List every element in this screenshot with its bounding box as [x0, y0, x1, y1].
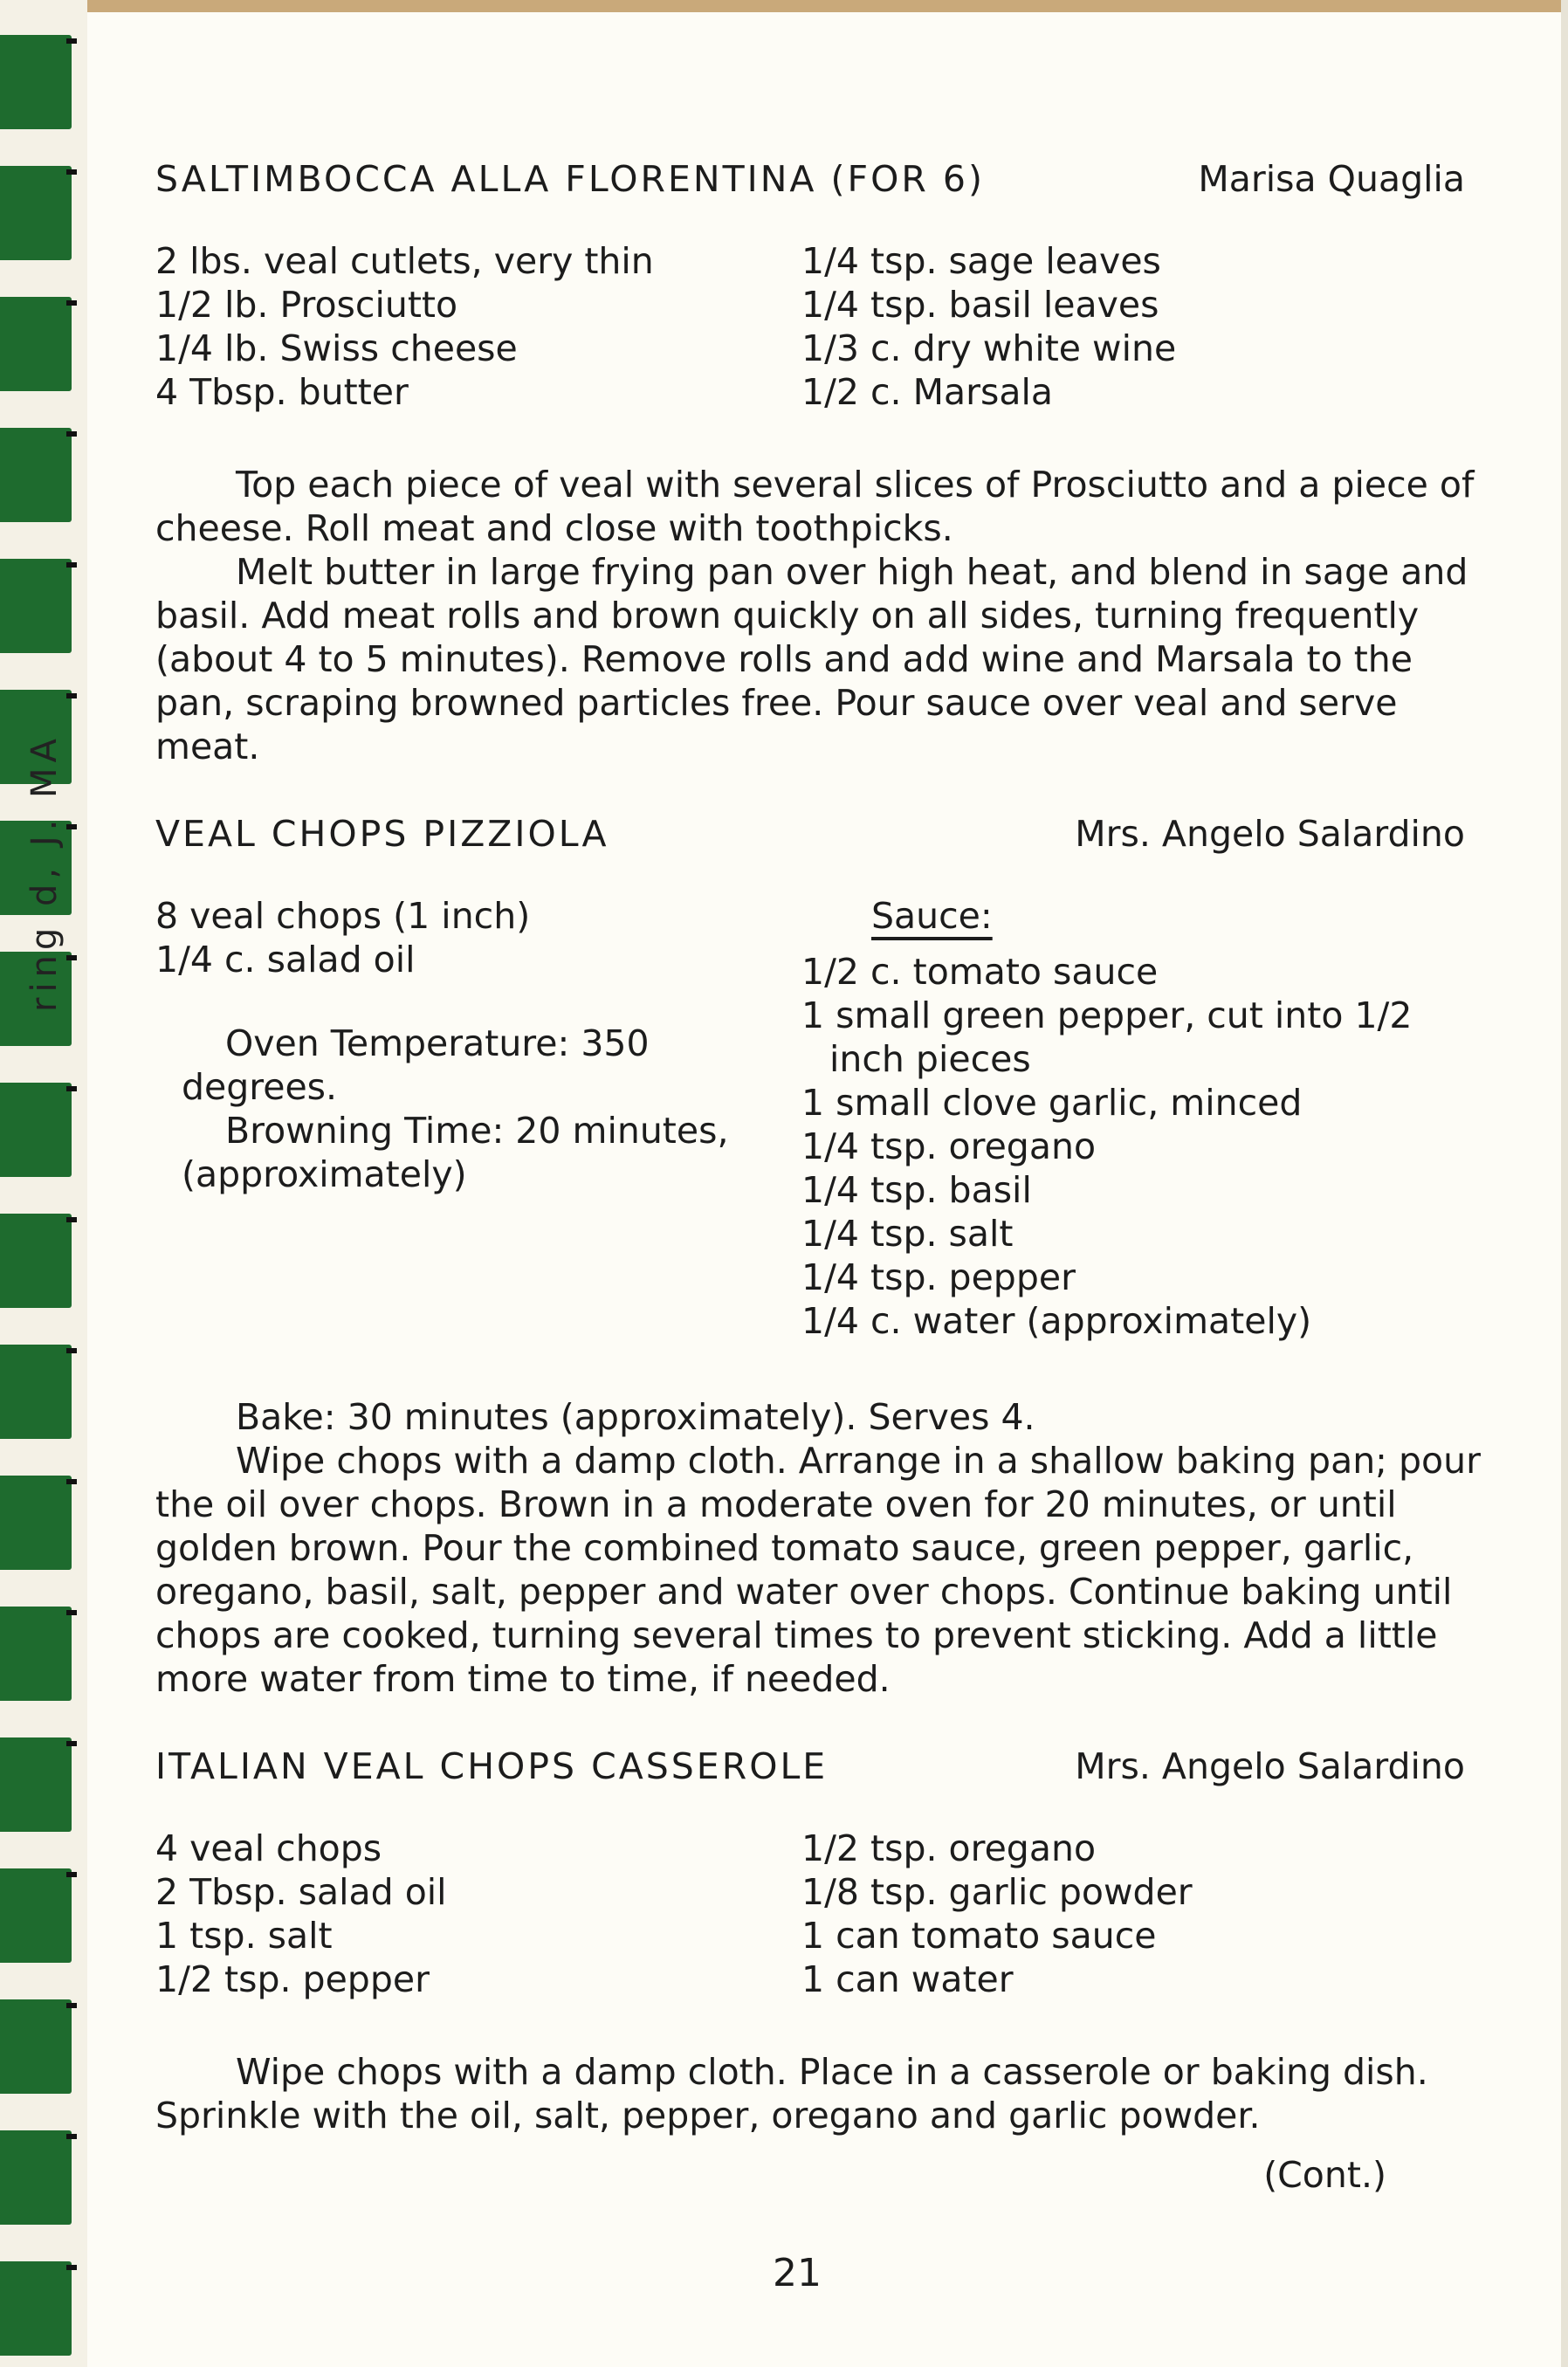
ingredients-right	[801, 1827, 1482, 2001]
oven-temperature: Oven Temperature: 350 degrees.	[182, 1022, 650, 1108]
page-top-edge	[0, 0, 1568, 12]
binding-ring	[0, 1607, 72, 1701]
ingredient: 8 veal chops (1 inch)	[155, 895, 531, 937]
ingredient: 1/2 tsp. pepper	[155, 1958, 430, 2000]
ingredient: 1/2 c. Marsala	[801, 371, 1053, 413]
ingredient: 1/4 tsp. sage leaves	[801, 240, 1161, 282]
binding-ring	[0, 1476, 72, 1570]
direction-paragraph: Top each piece of veal with several slices of Prosciutto and a piece of cheese. Roll meat and close with toothpicks.	[155, 464, 1475, 549]
page-right-edge	[1561, 0, 1568, 2367]
ingredients	[155, 894, 1482, 1343]
ingredient: 1/4 c. salad oil	[155, 939, 416, 981]
ingredient: 1/3 c. dry white wine	[801, 327, 1177, 369]
recipe-header	[155, 812, 1482, 856]
ingredients-left	[155, 894, 801, 1343]
binding-ring	[0, 1214, 72, 1308]
recipe-author: Marisa Quaglia	[1198, 158, 1465, 200]
ingredients	[155, 1827, 1482, 2001]
ingredient: 1/2 lb. Prosciutto	[155, 284, 458, 326]
page-number: 21	[773, 2251, 822, 2295]
recipe-header	[155, 1744, 1482, 1788]
recipe-title: ITALIAN VEAL CHOPS CASSEROLE	[155, 1745, 829, 1787]
recipe-italian-veal-chops-casserole	[155, 1744, 1482, 2197]
binding-ring	[0, 166, 72, 260]
ingredients-right	[801, 239, 1482, 414]
oven-info	[155, 1022, 801, 1196]
binding-ring	[0, 1999, 72, 2094]
direction-paragraph: Melt butter in large frying pan over high heat, and blend in sage and basil. Add meat rolls and brown quickly on all sides, turning frequently (about 4 to 5 minutes). Remove rolls and add wine and Marsala to the pan, scraping browned particles free. Pour sauce over veal and serve meat.	[155, 551, 1468, 767]
ingredient: 1/4 tsp. oregano	[801, 1125, 1097, 1167]
binding-spine	[0, 0, 87, 2367]
recipe-header	[155, 157, 1482, 201]
binding-ring	[0, 1345, 72, 1439]
binding-ring	[0, 297, 72, 391]
directions	[155, 463, 1482, 768]
ingredient: 1/2 tsp. oregano	[801, 1827, 1097, 1869]
binding-ring	[0, 1868, 72, 1963]
direction-paragraph: Wipe chops with a damp cloth. Arrange in a shallow baking pan; pour the oil over chops. Brown in a moderate oven for 20 minutes, or until golden brown. Pour the combined tomato sauce, green pepper, garlic, oregano, basil, salt, pepper and water over chops. Continue baking until chops are cooked, turning several times to prevent sticking. Add a little more water from time to time, if needed.	[155, 1440, 1481, 1700]
directions	[155, 1395, 1482, 1701]
page-content	[155, 157, 1482, 2197]
ingredient: 1 small green pepper, cut into 1/2 inch pieces	[801, 994, 1413, 1080]
ingredient: 4 veal chops	[155, 1827, 382, 1869]
recipe-veal-chops-pizziola	[155, 812, 1482, 1701]
ingredients-left	[155, 239, 801, 414]
ingredient: 1/4 tsp. pepper	[801, 1256, 1076, 1298]
ingredient: 4 Tbsp. butter	[155, 371, 409, 413]
ingredient: 1 can tomato sauce	[801, 1915, 1157, 1957]
browning-time: Browning Time: 20 minutes, (approximately)	[182, 1110, 729, 1195]
direction-paragraph: Wipe chops with a damp cloth. Place in a casserole or baking dish. Sprinkle with the oil, salt, pepper, oregano and garlic powder.	[155, 2051, 1428, 2136]
direction-paragraph: Bake: 30 minutes (approximately). Serves 4.	[236, 1396, 1035, 1438]
ingredient: 1/4 tsp. basil leaves	[801, 284, 1159, 326]
sauce-heading: Sauce:	[871, 895, 993, 937]
ingredient: 1/4 tsp. basil	[801, 1169, 1032, 1211]
binding-ring	[0, 1737, 72, 1832]
binding-ring	[0, 35, 72, 129]
spine-text: ring d, J. MA	[24, 733, 65, 1013]
recipe-title: SALTIMBOCCA ALLA FLORENTINA (FOR 6)	[155, 158, 985, 200]
ingredient: 1/4 lb. Swiss cheese	[155, 327, 518, 369]
recipe-author: Mrs. Angelo Salardino	[1075, 1745, 1465, 1787]
ingredient: 1 tsp. salt	[155, 1915, 333, 1957]
ingredient: 1/4 tsp. salt	[801, 1213, 1014, 1255]
sauce-ingredients	[801, 894, 1482, 1343]
directions	[155, 2050, 1482, 2137]
continued-note: (Cont.)	[1263, 2154, 1386, 2196]
recipe-title: VEAL CHOPS PIZZIOLA	[155, 813, 609, 855]
recipe-saltimbocca	[155, 157, 1482, 768]
ingredient: 2 lbs. veal cutlets, very thin	[155, 240, 654, 282]
ingredients	[155, 239, 1482, 414]
ingredient: 1 can water	[801, 1958, 1014, 2000]
recipe-author: Mrs. Angelo Salardino	[1075, 813, 1465, 855]
binding-ring	[0, 2130, 72, 2225]
ingredient: 1 small clove garlic, minced	[801, 1082, 1303, 1124]
ingredient: 1/8 tsp. garlic powder	[801, 1871, 1193, 1913]
ingredient: 1/2 c. tomato sauce	[801, 951, 1159, 993]
ingredients-left	[155, 1827, 801, 2001]
ingredient: 1/4 c. water (approximately)	[801, 1300, 1312, 1342]
ingredient: 2 Tbsp. salad oil	[155, 1871, 447, 1913]
binding-ring	[0, 428, 72, 522]
